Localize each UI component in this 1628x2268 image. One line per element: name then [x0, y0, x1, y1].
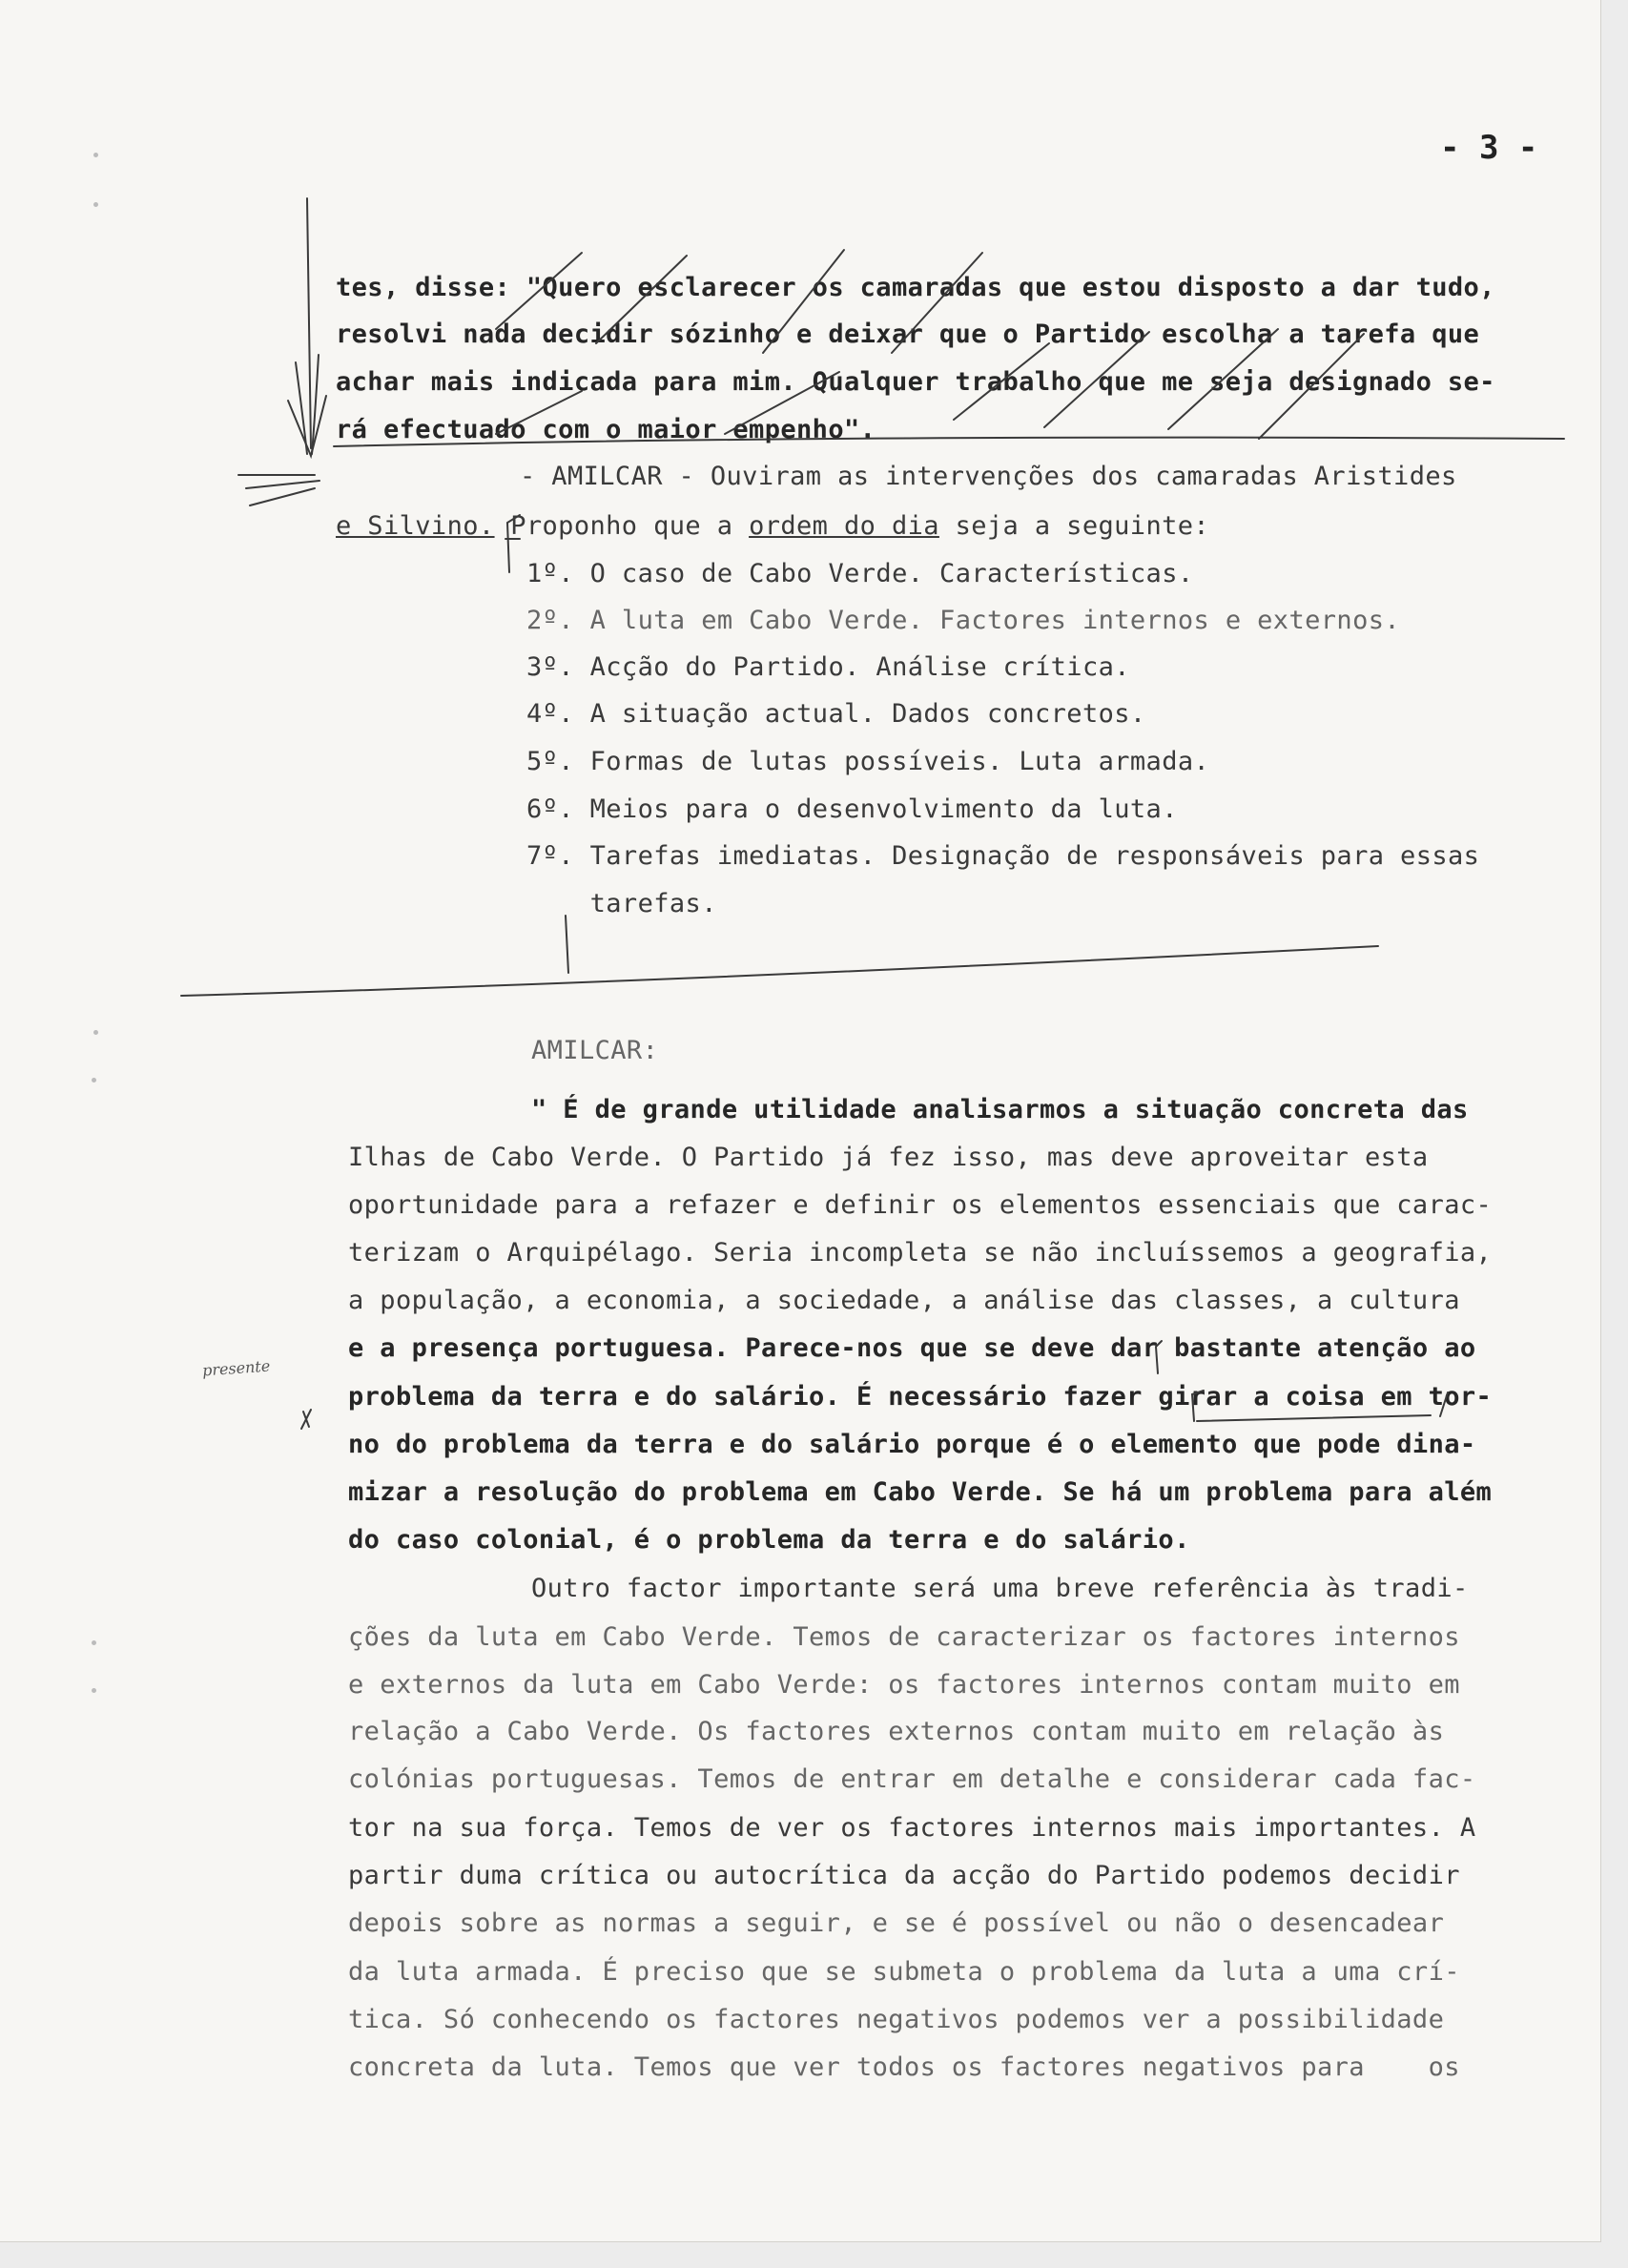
strike-line: [1259, 334, 1364, 439]
text-line: Outro factor importante será uma breve referência às tradi-: [531, 1574, 1469, 1603]
amilcar-intro-line-2: e Silvino. Proponho que a ordem do dia seja a seguinte:: [336, 511, 1210, 541]
divider-tick: [566, 916, 568, 973]
text-line: e externos da luta em Cabo Verde: os factores internos contam muito em: [348, 1670, 1460, 1700]
strike-line: [725, 372, 839, 434]
text-line: partir duma crítica ou autocrítica da acção do Partido podemos decidir: [348, 1861, 1460, 1890]
agenda-item: 2º. A luta em Cabo Verde. Factores internos e externos.: [526, 606, 1401, 635]
text-line: depois sobre as normas a seguir, e se é possível ou não o desencadear: [348, 1908, 1445, 1938]
slash-mark: [1440, 1392, 1448, 1416]
margin-note: presente: [201, 1356, 271, 1380]
separator-line: [334, 438, 1564, 446]
speaker-heading: AMILCAR:: [531, 1036, 659, 1065]
text-line: oportunidade para a refazer e definir os elementos essenciais que carac-: [348, 1190, 1493, 1220]
margin-tick: [250, 488, 315, 505]
text-line: da luta armada. É preciso que se submeta o problema da luta a uma crí-: [348, 1957, 1460, 1987]
agenda-item: 5º. Formas de lutas possíveis. Luta armada.: [526, 747, 1210, 776]
underline-mark: [1197, 1415, 1431, 1421]
strike-line: [892, 253, 982, 353]
strike-line: [496, 253, 582, 329]
agenda-item: 1º. O caso de Cabo Verde. Características.: [526, 559, 1194, 588]
bracket-mark: [1156, 1341, 1162, 1373]
text-line: colónias portuguesas. Temos de entrar em detalhe e considerar cada fac-: [348, 1764, 1476, 1794]
divider-line: [181, 946, 1378, 996]
text-line: " É de grande utilidade analisarmos a situação concreta das: [531, 1095, 1469, 1124]
strike-line: [596, 256, 687, 343]
bracket-mark: [507, 515, 520, 572]
text-line: do caso colonial, é o problema da terra e do salário.: [348, 1525, 1190, 1555]
text-line: ções da luta em Cabo Verde. Temos de caracterizar os factores internos: [348, 1622, 1460, 1652]
text-line: mizar a resolução do problema em Cabo Verde. Se há um problema para além: [348, 1477, 1493, 1507]
text-line: tes, disse: "Quero esclarecer os camaradas que estou disposto a dar tudo,: [336, 273, 1495, 302]
text-line: achar mais indicada para mim. Qualquer trabalho que me seja designado se-: [336, 367, 1495, 397]
text-line: problema da terra e do salário. É necessário fazer girar a coisa em tor-: [348, 1382, 1493, 1412]
underlined-agenda-phrase: ordem do dia: [749, 511, 939, 541]
text-line: resolvi nada decidir sózinho e deixar que o Partido escolha a tarefa que: [336, 320, 1480, 349]
text-line: a população, a economia, a sociedade, a análise das classes, a cultura: [348, 1286, 1460, 1315]
agenda-item: 3º. Acção do Partido. Análise crítica.: [526, 652, 1130, 682]
strike-line: [954, 343, 1049, 420]
text-line: terizam o Arquipélago. Seria incompleta se não incluíssemos a geografia,: [348, 1238, 1493, 1268]
text-line: rá efectuado com o maior empenho".: [336, 415, 876, 444]
cross-mark: [301, 1410, 311, 1429]
agenda-item: 4º. A situação actual. Dados concretos.: [526, 699, 1146, 729]
strike-line: [1044, 332, 1149, 427]
text-line: concreta da luta. Temos que ver todos os factores negativos para os: [348, 2052, 1460, 2082]
underlined-names: e Silvino.: [336, 511, 495, 541]
strike-line: [763, 250, 844, 353]
page-number: - 3 -: [1440, 129, 1538, 167]
margin-tick: [246, 481, 319, 488]
agenda-item: 7º. Tarefas imediatas. Designação de responsáveis para essas: [526, 841, 1480, 871]
amilcar-intro-line: - AMILCAR - Ouviram as intervenções dos camaradas Aristides: [520, 462, 1457, 491]
text-line: relação a Cabo Verde. Os factores externos contam muito em relação às: [348, 1717, 1445, 1746]
text-line: tor na sua força. Temos de ver os factores internos mais importantes. A: [348, 1813, 1476, 1843]
strike-line: [1168, 329, 1278, 429]
agenda-item: tarefas.: [526, 889, 717, 918]
text-line: e a presença portuguesa. Parece-nos que se deve dar bastante atenção ao: [348, 1333, 1476, 1363]
text-line: tica. Só conhecendo os factores negativos podemos ver a possibilidade: [348, 2005, 1445, 2034]
text-line: no do problema da terra e do salário porque é o elemento que pode dina-: [348, 1430, 1476, 1459]
agenda-item: 6º. Meios para o desenvolvimento da luta.: [526, 794, 1178, 824]
bracket-mark: [1192, 1391, 1204, 1421]
strike-line: [496, 391, 582, 434]
margin-arrow-shaft: [307, 198, 311, 448]
text-line: Ilhas de Cabo Verde. O Partido já fez isso, mas deve aproveitar esta: [348, 1143, 1429, 1172]
